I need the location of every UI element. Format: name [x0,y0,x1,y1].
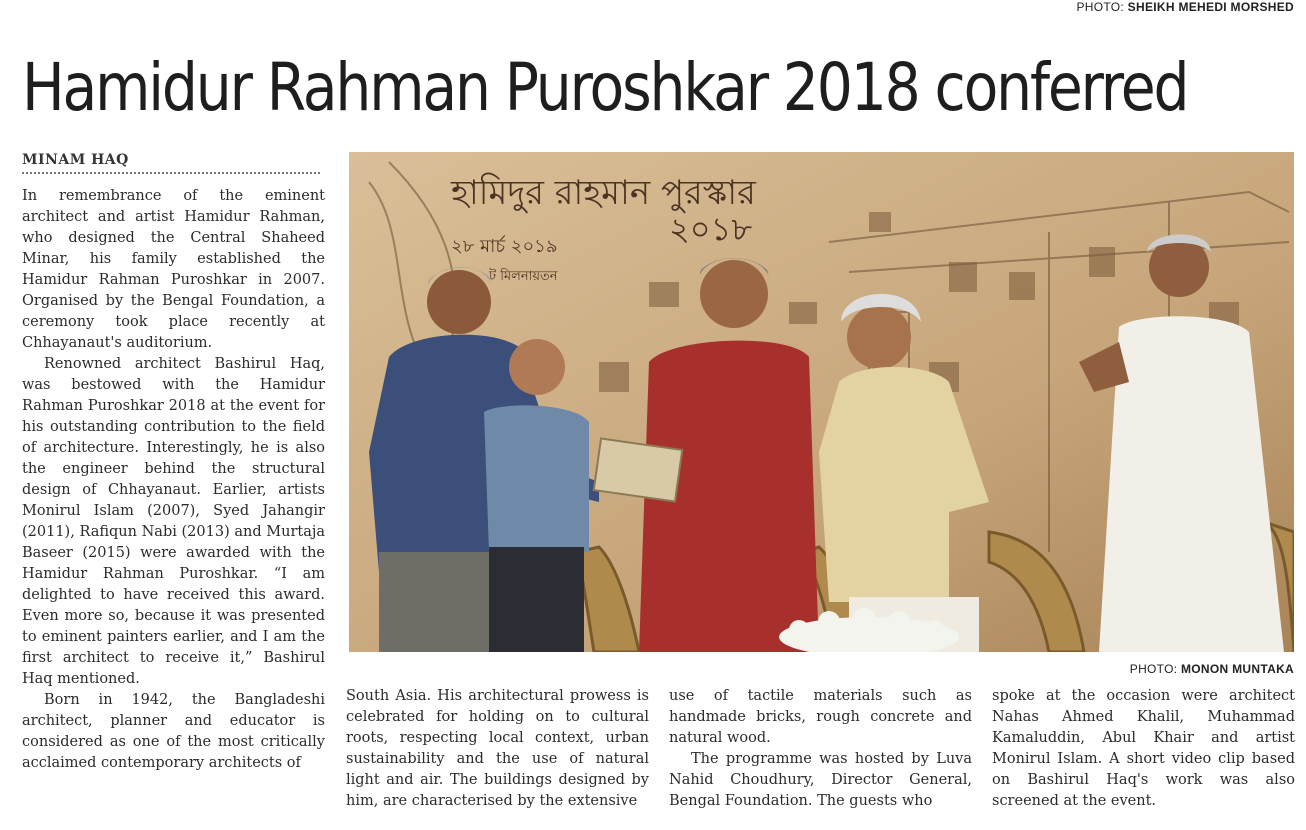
banner-year: ২০১৮ [669,210,753,248]
headline: Hamidur Rahman Puroshkar 2018 conferred [22,49,1188,126]
credit-label: PHOTO: [1076,0,1125,14]
award-plaque [594,439,682,502]
photo-credit-label: PHOTO: [1129,662,1178,676]
paragraph: Born in 1942, the Bangladeshi architect, planner and educator is considered as one of the most critically acclaimed contemporary architects of [22,692,325,771]
article-column-2 [346,686,649,812]
banner-title: হামিদুর রাহমান পুরস্কার [451,173,756,213]
article-column-4 [992,686,1295,812]
paragraph: spoke at the occasion were architect Nahas Ahmed Khalil, Muhammad Kamaluddin, Abul Khair and artist Monirul Islam. A short video clip based on Bashirul Haq's work was also screened at the event. [992,688,1295,809]
byline-divider [22,172,320,174]
paragraph: In remembrance of the eminent architect and artist Hamidur Rahman, who designed the Central Shaheed Minar, his family established the Hamidur Rahman Puroshkar in 2007. Organised by the Bengal Foundation, a ceremony took place recently at Chhayanaut's auditorium. [22,188,325,351]
paragraph: The programme was hosted by Luva Nahid Choudhury, Director General, Bengal Foundation. The guests who [669,751,972,809]
paragraph: Renowned architect Bashirul Haq, was bestowed with the Hamidur Rahman Puroshkar 2018 at the event for his outstanding contribution to the field of architecture. Interestingly, he is also the engineer behind the structural design of Chhayanaut. Earlier, artists Monirul Islam (2007), Syed Jahangir (2011), Rafiqun Nabi (2013) and Murtaja Baseer (2015) were awarded with the Hamidur Rahman Puroshkar. “I am delighted to have received this award. Even more so, because it was presented to eminent painters earlier, and I am the first architect to receive it,” Bashirul Haq mentioned. [22,356,325,687]
banner-venue: ট মিলনায়তন [489,269,558,284]
byline: MINAM HAQ [22,152,129,168]
article-column-1 [22,186,325,774]
photo-credit-name: MONON MUNTAKA [1181,662,1294,676]
top-photo-credit [1076,0,1294,14]
photo-illustration [349,152,1294,652]
article-column-3 [669,686,972,812]
paragraph: use of tactile materials such as handmade bricks, rough concrete and natural wood. [669,688,972,746]
photo-credit [1130,662,1294,676]
banner-date: ২৮ মার্চ ২০১৯ [451,236,558,257]
paragraph: South Asia. His architectural prowess is celebrated for holding on to cultural roots, respecting local context, urban sustainability and the use of natural light and air. The buildings designed by him, are characterised by the extensive [346,688,649,809]
article-photo [349,152,1294,652]
credit-name: SHEIKH MEHEDI MORSHED [1127,0,1294,14]
